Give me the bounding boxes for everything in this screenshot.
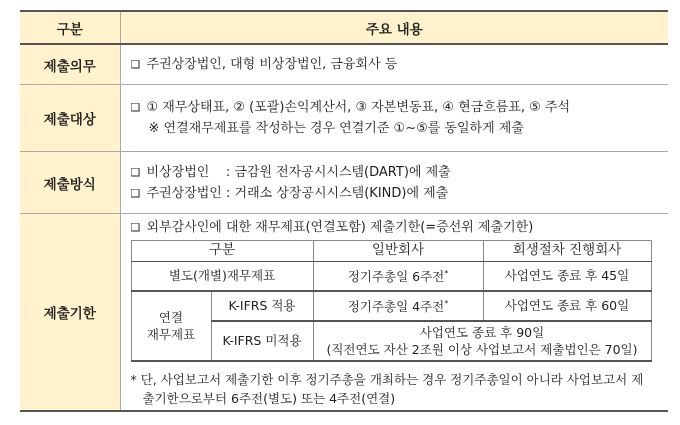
consolidated-label-1: 연결: [158, 309, 184, 325]
deadline-footnote: [131, 366, 669, 408]
separate-label: 별도(개별)재무제표: [131, 261, 313, 291]
subtable-header-general: 일반회사: [313, 240, 483, 261]
subtable-header-type: 구분: [131, 240, 313, 261]
deadline-subtable: [131, 240, 652, 362]
kifrs-rehab: 사업연도 종료 후 60일: [483, 291, 651, 321]
content-method: [120, 152, 668, 214]
header-category: 구분: [20, 11, 120, 44]
separate-general: 정기주총일 6주전: [347, 269, 445, 285]
subtable-row-kifrs: [131, 291, 651, 321]
regulation-summary-frame: [20, 10, 668, 412]
subtable-header-rehab: 회생절차 진행회사: [483, 240, 651, 261]
label-method: 제출방식: [20, 152, 120, 214]
method-unlisted-text: 비상장법인 : 금감원 전자공시시스템(DART)에 제출: [146, 164, 451, 180]
non-kifrs-cell: [313, 321, 651, 361]
subtable-row-separate: [131, 261, 651, 291]
kifrs-label: K-IFRS 적용: [211, 291, 313, 321]
row-target: [20, 85, 668, 152]
kifrs-asterisk: *: [444, 299, 449, 309]
deadline-intro-text: 외부감사인에 대한 재무제표(연결포함) 제출기한(=증선위 제출기한): [146, 219, 534, 235]
row-method: [20, 152, 668, 214]
non-kifrs-line2: (직전연도 자산 2조원 이상 사업보고서 제출법인은 70일): [326, 341, 638, 357]
footnote-line1: * 단, 사업보고서 제출기한 이후 정기주총을 개최하는 경우 정기주총일이 아니라 사업보고서 제: [130, 371, 644, 387]
checkbox-bullet-icon: ❑: [130, 165, 141, 179]
non-kifrs-line1: 사업연도 종료 후 90일: [419, 324, 545, 340]
footnote-line2: 출기한으로부터 6주전(별도) 또는 4주전(연결): [142, 390, 396, 406]
method-listed-text: 주권상장법인 : 거래소 상장공시시스템(KIND)에 제출: [146, 185, 449, 201]
separate-asterisk: *: [444, 269, 449, 279]
separate-rehab: 사업연도 종료 후 45일: [483, 261, 651, 291]
obligation-text: 주권상장법인, 대형 비상장법인, 금융회사 등: [146, 57, 398, 72]
content-obligation: [120, 44, 668, 85]
kifrs-general-cell: [313, 291, 483, 321]
checkbox-bullet-icon: ❑: [130, 58, 141, 71]
consolidated-label-2: 재무제표: [146, 326, 196, 342]
consolidated-label-cell: [131, 291, 211, 361]
regulation-table: [20, 10, 668, 412]
separate-general-cell: [313, 261, 483, 291]
checkbox-bullet-icon: ❑: [130, 186, 141, 200]
row-deadline: [20, 214, 668, 412]
row-obligation: [20, 44, 668, 85]
target-consolidated-note: ※ 연결재무제표를 작성하는 경우 연결기준 ①~⑤를 동일하게 제출: [148, 121, 524, 136]
content-deadline: [120, 214, 668, 412]
label-obligation: 제출의무: [20, 44, 120, 85]
subtable-header-row: [131, 240, 651, 261]
label-deadline: 제출기한: [20, 214, 120, 412]
non-kifrs-label: K-IFRS 미적용: [211, 321, 313, 361]
checkbox-bullet-icon: ❑: [130, 101, 141, 114]
header-row: [20, 11, 668, 44]
target-statements-text: ① 재무상태표, ② (포괄)손익계산서, ③ 자본변동표, ④ 현금흐름표, ⑤ 주석: [146, 100, 571, 115]
kifrs-general: 정기주총일 4주전: [347, 299, 445, 315]
content-target: [120, 85, 668, 152]
header-content: 주요 내용: [120, 11, 668, 44]
checkbox-bullet-icon: ❑: [130, 220, 141, 234]
label-target: 제출대상: [20, 85, 120, 152]
